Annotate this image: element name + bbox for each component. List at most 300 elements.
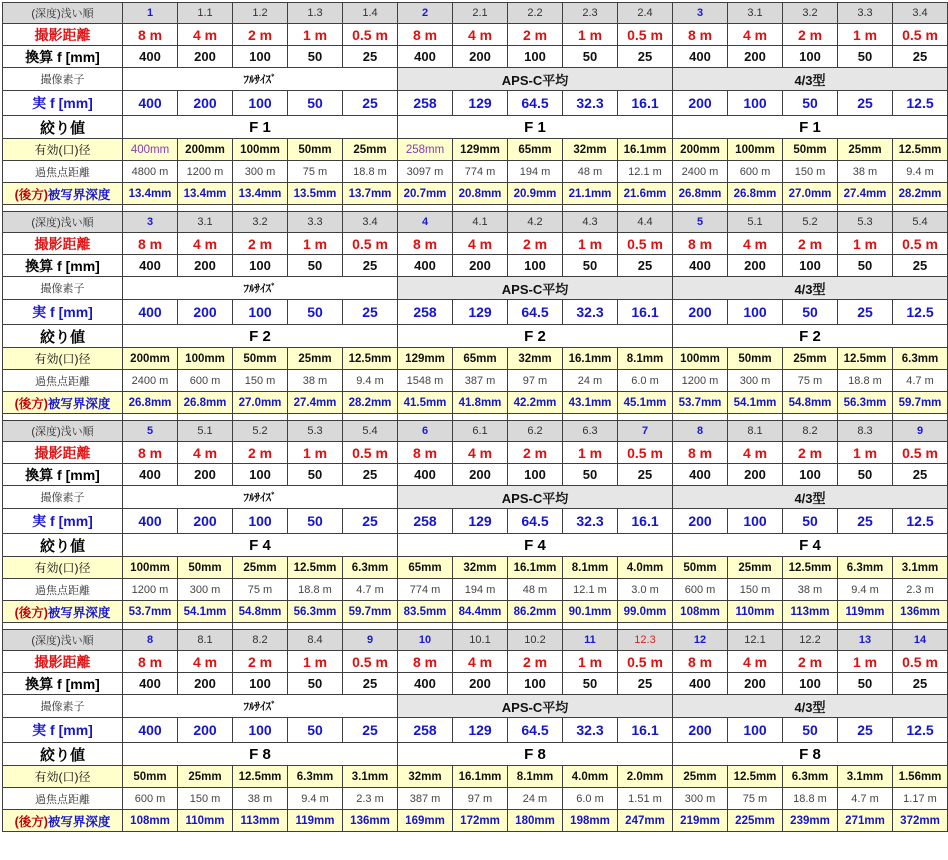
aperture-cell: 8.1mm xyxy=(563,557,618,579)
distance-cell: 4 m xyxy=(178,24,233,46)
hyperfocal-cell: 150 m xyxy=(783,161,838,183)
aperture-cell: 50mm xyxy=(233,348,288,370)
distance-cell: 4 m xyxy=(178,442,233,464)
aperture-cell: 6.3mm xyxy=(343,557,398,579)
actual-cell: 16.1 xyxy=(618,91,673,116)
header-cell: 5.2 xyxy=(783,212,838,233)
separator-cell xyxy=(178,205,233,212)
hyperfocal-cell: 387 m xyxy=(453,370,508,392)
converted-focal-label: 換算 f [mm] xyxy=(3,464,123,486)
dof-cell: 54.8mm xyxy=(233,601,288,623)
dof-cell: 53.7mm xyxy=(123,601,178,623)
distance-cell: 4 m xyxy=(728,442,783,464)
actual-cell: 258 xyxy=(398,91,453,116)
converted-cell: 50 xyxy=(288,46,343,68)
actual-cell: 129 xyxy=(453,718,508,743)
hyperfocal-cell: 1.51 m xyxy=(618,788,673,810)
distance-cell: 2 m xyxy=(783,651,838,673)
dof-cell: 136mm xyxy=(343,810,398,832)
distance-cell: 4 m xyxy=(728,24,783,46)
actual-focal-row xyxy=(3,300,948,325)
hyperfocal-cell: 38 m xyxy=(288,370,343,392)
converted-cell: 25 xyxy=(343,464,398,486)
aperture-cell: 16.1mm xyxy=(508,557,563,579)
distance-cell: 4 m xyxy=(453,651,508,673)
header-cell: 2.2 xyxy=(508,3,563,24)
hyperfocal-cell: 600 m xyxy=(728,161,783,183)
distance-cell: 4 m xyxy=(453,24,508,46)
aperture-row xyxy=(3,139,948,161)
actual-cell: 64.5 xyxy=(508,91,563,116)
converted-cell: 100 xyxy=(783,46,838,68)
actual-cell: 100 xyxy=(233,91,288,116)
actual-cell: 400 xyxy=(123,718,178,743)
hyperfocal-cell: 24 m xyxy=(508,788,563,810)
converted-cell: 200 xyxy=(453,46,508,68)
header-cell: 7 xyxy=(618,421,673,442)
f-number-cell: F 2 xyxy=(123,325,398,348)
aperture-cell: 100mm xyxy=(178,348,233,370)
separator-cell xyxy=(728,205,783,212)
separator-cell xyxy=(673,623,728,630)
hyperfocal-cell: 75 m xyxy=(728,788,783,810)
f-number-cell: F 4 xyxy=(398,534,673,557)
depth-of-field-row xyxy=(3,392,948,414)
aperture-cell: 25mm xyxy=(838,139,893,161)
depth-of-field-row xyxy=(3,810,948,832)
aperture-cell: 8.1mm xyxy=(618,348,673,370)
converted-cell: 100 xyxy=(508,464,563,486)
header-cell: 10 xyxy=(398,630,453,651)
separator-cell xyxy=(838,414,893,421)
shooting-distance-row xyxy=(3,233,948,255)
sensor-name-cell: APS-C平均 xyxy=(398,68,673,91)
converted-focal-row xyxy=(3,673,948,695)
f-number-label: 絞り値 xyxy=(3,534,123,557)
actual-focal-label: 実 f [mm] xyxy=(3,509,123,534)
separator-cell xyxy=(288,414,343,421)
aperture-cell: 6.3mm xyxy=(783,766,838,788)
header-cell: 2.1 xyxy=(453,3,508,24)
separator-cell xyxy=(838,623,893,630)
hyperfocal-cell: 1548 m xyxy=(398,370,453,392)
converted-cell: 400 xyxy=(398,255,453,277)
converted-cell: 400 xyxy=(673,46,728,68)
actual-cell: 25 xyxy=(343,300,398,325)
shooting-distance-label: 撮影距離 xyxy=(3,651,123,673)
separator-cell xyxy=(893,623,948,630)
order-header-row xyxy=(3,3,948,24)
aperture-cell: 129mm xyxy=(453,139,508,161)
actual-cell: 32.3 xyxy=(563,91,618,116)
converted-cell: 200 xyxy=(178,673,233,695)
separator-cell xyxy=(233,205,288,212)
hyperfocal-cell: 3.0 m xyxy=(618,579,673,601)
actual-cell: 200 xyxy=(178,718,233,743)
hyperfocal-cell: 97 m xyxy=(508,370,563,392)
hyperfocal-cell: 97 m xyxy=(453,788,508,810)
header-cell: 1 xyxy=(123,3,178,24)
header-cell: 3.2 xyxy=(233,212,288,233)
actual-cell: 50 xyxy=(288,300,343,325)
aperture-cell: 129mm xyxy=(398,348,453,370)
sensor-name-cell: 4/3型 xyxy=(673,277,948,300)
converted-cell: 25 xyxy=(618,46,673,68)
aperture-label: 有効(口)径 xyxy=(3,766,123,788)
depth-of-field-label xyxy=(3,183,123,205)
hyperfocal-cell: 4.7 m xyxy=(838,788,893,810)
f-number-row xyxy=(3,534,948,557)
f-number-cell: F 1 xyxy=(398,116,673,139)
dof-cell: 13.4mm xyxy=(178,183,233,205)
actual-cell: 25 xyxy=(343,91,398,116)
actual-focal-label: 実 f [mm] xyxy=(3,91,123,116)
separator-cell xyxy=(728,623,783,630)
hyperfocal-cell: 18.8 m xyxy=(288,579,343,601)
aperture-cell: 12.5mm xyxy=(728,766,783,788)
aperture-cell: 50mm xyxy=(783,139,838,161)
actual-cell: 25 xyxy=(838,91,893,116)
converted-cell: 50 xyxy=(288,673,343,695)
actual-cell: 32.3 xyxy=(563,718,618,743)
separator-cell xyxy=(233,623,288,630)
converted-cell: 200 xyxy=(178,255,233,277)
actual-cell: 12.5 xyxy=(893,509,948,534)
converted-cell: 100 xyxy=(783,255,838,277)
header-cell: 6.2 xyxy=(508,421,563,442)
f-number-cell: F 8 xyxy=(673,743,948,766)
actual-focal-row xyxy=(3,91,948,116)
actual-focal-row xyxy=(3,718,948,743)
sensor-label: 撮像素子 xyxy=(3,277,123,300)
hyperfocal-cell: 1.17 m xyxy=(893,788,948,810)
aperture-cell: 32mm xyxy=(453,557,508,579)
sensor-row xyxy=(3,277,948,300)
hyperfocal-cell: 300 m xyxy=(178,579,233,601)
distance-cell: 2 m xyxy=(783,233,838,255)
header-cell: 5 xyxy=(123,421,178,442)
header-cell: 5.2 xyxy=(233,421,288,442)
distance-cell: 0.5 m xyxy=(343,233,398,255)
dof-cell: 59.7mm xyxy=(343,601,398,623)
header-cell: 1.4 xyxy=(343,3,398,24)
separator-cell xyxy=(508,623,563,630)
hyperfocal-cell: 2.3 m xyxy=(893,579,948,601)
aperture-cell: 6.3mm xyxy=(288,766,343,788)
sensor-name-cell: ﾌﾙｻｲｽﾞ xyxy=(123,68,398,91)
distance-cell: 0.5 m xyxy=(893,233,948,255)
header-cell: 8.2 xyxy=(783,421,838,442)
header-cell: 8.3 xyxy=(838,421,893,442)
hyperfocal-cell: 150 m xyxy=(728,579,783,601)
dof-cell: 271mm xyxy=(838,810,893,832)
dof-cell: 99.0mm xyxy=(618,601,673,623)
header-cell: 8 xyxy=(673,421,728,442)
separator-cell xyxy=(178,623,233,630)
dof-cell: 119mm xyxy=(838,601,893,623)
hyperfocal-cell: 38 m xyxy=(783,579,838,601)
dof-cell: 26.8mm xyxy=(123,392,178,414)
aperture-cell: 65mm xyxy=(398,557,453,579)
aperture-row xyxy=(3,348,948,370)
aperture-cell: 8.1mm xyxy=(508,766,563,788)
separator-cell xyxy=(288,205,343,212)
converted-cell: 400 xyxy=(123,464,178,486)
header-cell: 3 xyxy=(673,3,728,24)
converted-cell: 200 xyxy=(728,673,783,695)
distance-cell: 2 m xyxy=(508,233,563,255)
header-cell: 5.3 xyxy=(288,421,343,442)
actual-focal-label: 実 f [mm] xyxy=(3,300,123,325)
converted-cell: 100 xyxy=(233,673,288,695)
dof-paren-label: (後方) xyxy=(14,187,48,202)
hyperfocal-cell: 150 m xyxy=(178,788,233,810)
converted-cell: 50 xyxy=(288,464,343,486)
dof-cell: 110mm xyxy=(178,810,233,832)
distance-cell: 4 m xyxy=(453,233,508,255)
hyperfocal-cell: 9.4 m xyxy=(343,370,398,392)
separator-cell xyxy=(783,205,838,212)
separator-cell xyxy=(343,623,398,630)
dof-cell: 225mm xyxy=(728,810,783,832)
f-number-cell: F 4 xyxy=(673,534,948,557)
hyperfocal-cell: 3097 m xyxy=(398,161,453,183)
converted-cell: 100 xyxy=(233,255,288,277)
hyperfocal-cell: 9.4 m xyxy=(893,161,948,183)
actual-cell: 100 xyxy=(233,718,288,743)
aperture-cell: 65mm xyxy=(508,139,563,161)
converted-cell: 100 xyxy=(233,464,288,486)
hyperfocal-cell: 6.0 m xyxy=(563,788,618,810)
actual-cell: 129 xyxy=(453,300,508,325)
hyperfocal-cell: 9.4 m xyxy=(838,579,893,601)
dof-cell: 43.1mm xyxy=(563,392,618,414)
distance-cell: 2 m xyxy=(233,233,288,255)
hyperfocal-cell: 600 m xyxy=(673,579,728,601)
converted-cell: 200 xyxy=(178,46,233,68)
distance-cell: 8 m xyxy=(398,651,453,673)
converted-cell: 400 xyxy=(123,46,178,68)
converted-cell: 400 xyxy=(673,673,728,695)
separator-cell xyxy=(453,414,508,421)
converted-cell: 400 xyxy=(398,46,453,68)
distance-cell: 2 m xyxy=(783,24,838,46)
aperture-cell: 3.1mm xyxy=(838,766,893,788)
distance-cell: 2 m xyxy=(508,442,563,464)
dof-cell: 28.2mm xyxy=(343,392,398,414)
hyperfocal-cell: 75 m xyxy=(783,370,838,392)
header-cell: 4 xyxy=(398,212,453,233)
actual-cell: 100 xyxy=(728,509,783,534)
aperture-cell: 100mm xyxy=(233,139,288,161)
header-cell: 8.2 xyxy=(233,630,288,651)
aperture-cell: 12.5mm xyxy=(233,766,288,788)
dof-cell: 86.2mm xyxy=(508,601,563,623)
hyperfocal-cell: 2.3 m xyxy=(343,788,398,810)
converted-cell: 200 xyxy=(178,464,233,486)
aperture-cell: 3.1mm xyxy=(343,766,398,788)
header-cell: 5.4 xyxy=(893,212,948,233)
actual-cell: 100 xyxy=(728,718,783,743)
header-cell: 5.4 xyxy=(343,421,398,442)
converted-focal-row xyxy=(3,255,948,277)
converted-cell: 200 xyxy=(728,255,783,277)
distance-cell: 0.5 m xyxy=(343,442,398,464)
dof-cell: 20.7mm xyxy=(398,183,453,205)
aperture-cell: 25mm xyxy=(783,348,838,370)
sensor-name-cell: ﾌﾙｻｲｽﾞ xyxy=(123,695,398,718)
actual-cell: 258 xyxy=(398,300,453,325)
depth-of-field-label xyxy=(3,392,123,414)
hyperfocal-cell: 150 m xyxy=(233,370,288,392)
f-number-label: 絞り値 xyxy=(3,743,123,766)
aperture-cell: 4.0mm xyxy=(618,557,673,579)
aperture-cell: 6.3mm xyxy=(838,557,893,579)
separator-cell xyxy=(123,414,178,421)
dof-cell: 56.3mm xyxy=(838,392,893,414)
header-cell: 1.1 xyxy=(178,3,233,24)
converted-cell: 50 xyxy=(838,464,893,486)
actual-cell: 64.5 xyxy=(508,300,563,325)
f-number-cell: F 4 xyxy=(123,534,398,557)
aperture-cell: 65mm xyxy=(453,348,508,370)
converted-cell: 25 xyxy=(893,464,948,486)
actual-cell: 258 xyxy=(398,718,453,743)
hyperfocal-cell: 4.7 m xyxy=(343,579,398,601)
distance-cell: 8 m xyxy=(123,233,178,255)
header-cell: 1.3 xyxy=(288,3,343,24)
actual-cell: 50 xyxy=(288,718,343,743)
shooting-distance-label: 撮影距離 xyxy=(3,442,123,464)
distance-cell: 8 m xyxy=(673,442,728,464)
distance-cell: 8 m xyxy=(673,233,728,255)
dof-rest-label: 被写界深度 xyxy=(47,396,111,411)
hyperfocal-cell: 387 m xyxy=(398,788,453,810)
converted-cell: 200 xyxy=(728,46,783,68)
actual-cell: 50 xyxy=(783,91,838,116)
hyperfocal-cell: 1200 m xyxy=(178,161,233,183)
aperture-cell: 3.1mm xyxy=(893,557,948,579)
sensor-name-cell: 4/3型 xyxy=(673,486,948,509)
aperture-row xyxy=(3,557,948,579)
aperture-cell: 16.1mm xyxy=(618,139,673,161)
actual-cell: 200 xyxy=(673,509,728,534)
separator-cell xyxy=(453,205,508,212)
converted-focal-row xyxy=(3,464,948,486)
distance-cell: 0.5 m xyxy=(618,442,673,464)
hyperfocal-row xyxy=(3,579,948,601)
header-cell: 3 xyxy=(123,212,178,233)
hyperfocal-cell: 6.0 m xyxy=(618,370,673,392)
distance-cell: 8 m xyxy=(123,442,178,464)
converted-cell: 100 xyxy=(508,673,563,695)
aperture-cell: 16.1mm xyxy=(453,766,508,788)
actual-cell: 16.1 xyxy=(618,509,673,534)
converted-cell: 100 xyxy=(508,46,563,68)
order-header-label: (深度)浅い順 xyxy=(3,212,123,233)
hyperfocal-cell: 2400 m xyxy=(123,370,178,392)
aperture-cell: 25mm xyxy=(343,139,398,161)
aperture-cell: 1.56mm xyxy=(893,766,948,788)
converted-cell: 200 xyxy=(453,673,508,695)
aperture-cell: 12.5mm xyxy=(783,557,838,579)
header-cell: 3.4 xyxy=(893,3,948,24)
header-cell: 8 xyxy=(123,630,178,651)
distance-cell: 2 m xyxy=(508,651,563,673)
converted-cell: 200 xyxy=(728,464,783,486)
separator-cell xyxy=(893,414,948,421)
distance-cell: 0.5 m xyxy=(618,233,673,255)
separator-cell xyxy=(673,205,728,212)
actual-cell: 50 xyxy=(783,300,838,325)
dof-cell: 84.4mm xyxy=(453,601,508,623)
header-cell: 12.2 xyxy=(783,630,838,651)
aperture-cell: 200mm xyxy=(673,139,728,161)
header-cell: 5.3 xyxy=(838,212,893,233)
converted-cell: 50 xyxy=(563,255,618,277)
dof-cell: 21.1mm xyxy=(563,183,618,205)
f-number-cell: F 8 xyxy=(398,743,673,766)
header-cell: 4.1 xyxy=(453,212,508,233)
converted-cell: 25 xyxy=(618,673,673,695)
depth-of-field-sheet xyxy=(2,2,948,832)
distance-cell: 0.5 m xyxy=(893,24,948,46)
separator-cell xyxy=(398,414,453,421)
dof-cell: 26.8mm xyxy=(728,183,783,205)
aperture-cell: 25mm xyxy=(178,766,233,788)
header-cell: 10.2 xyxy=(508,630,563,651)
converted-cell: 200 xyxy=(453,464,508,486)
converted-cell: 100 xyxy=(783,673,838,695)
distance-cell: 1 m xyxy=(838,233,893,255)
aperture-cell: 12.5mm xyxy=(893,139,948,161)
converted-cell: 400 xyxy=(123,673,178,695)
dof-cell: 180mm xyxy=(508,810,563,832)
separator-cell xyxy=(783,623,838,630)
aperture-cell: 2.0mm xyxy=(618,766,673,788)
header-cell: 3.1 xyxy=(728,3,783,24)
hyperfocal-cell: 774 m xyxy=(453,161,508,183)
dof-cell: 108mm xyxy=(673,601,728,623)
dof-cell: 21.6mm xyxy=(618,183,673,205)
header-cell: 11 xyxy=(563,630,618,651)
dof-cell: 26.8mm xyxy=(178,392,233,414)
f-number-cell: F 2 xyxy=(673,325,948,348)
hyperfocal-label: 過焦点距離 xyxy=(3,579,123,601)
distance-cell: 1 m xyxy=(838,442,893,464)
distance-cell: 8 m xyxy=(123,651,178,673)
dof-cell: 113mm xyxy=(233,810,288,832)
separator-cell xyxy=(398,205,453,212)
distance-cell: 4 m xyxy=(178,651,233,673)
actual-cell: 50 xyxy=(288,509,343,534)
separator-cell xyxy=(3,205,123,212)
hyperfocal-cell: 1200 m xyxy=(673,370,728,392)
aperture-cell: 50mm xyxy=(728,348,783,370)
distance-cell: 2 m xyxy=(233,442,288,464)
converted-cell: 400 xyxy=(123,255,178,277)
converted-focal-label: 換算 f [mm] xyxy=(3,673,123,695)
block-separator xyxy=(3,623,948,630)
header-cell: 9 xyxy=(343,630,398,651)
distance-cell: 0.5 m xyxy=(343,651,398,673)
actual-cell: 25 xyxy=(838,718,893,743)
header-cell: 12.3 xyxy=(618,630,673,651)
separator-cell xyxy=(398,623,453,630)
aperture-cell: 25mm xyxy=(233,557,288,579)
hyperfocal-row xyxy=(3,788,948,810)
hyperfocal-row xyxy=(3,161,948,183)
